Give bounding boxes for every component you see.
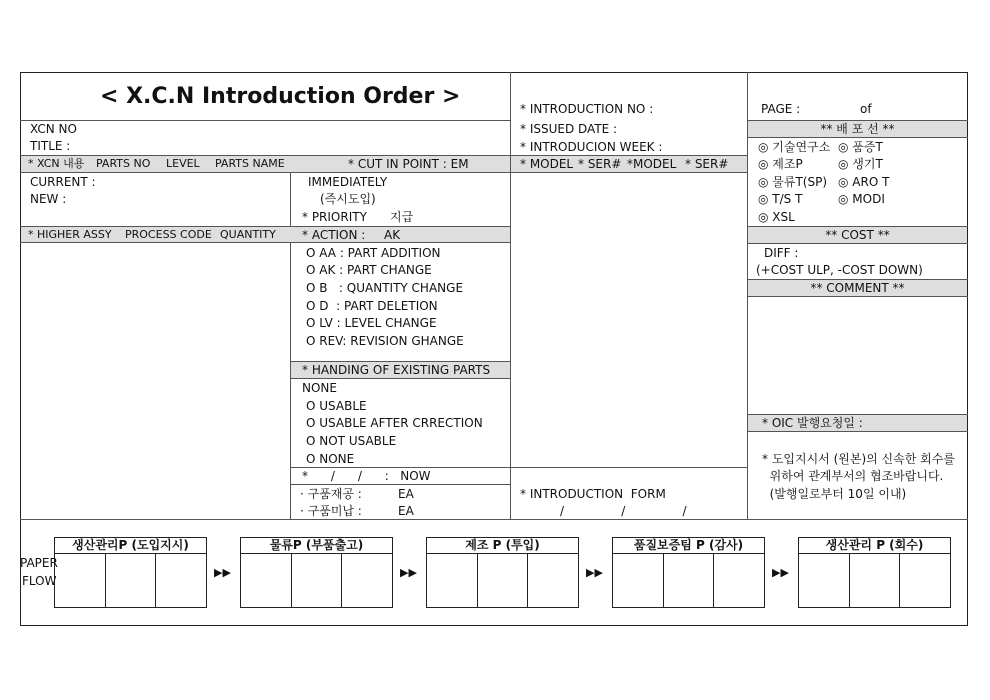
immediately-label: IMMEDIATELY: [308, 175, 388, 189]
cost-header: ** COST **: [825, 228, 890, 242]
notice-line-2: 위하여 관계부서의 협조바랍니다.: [762, 469, 944, 483]
comment-header: ** COMMENT **: [810, 281, 905, 295]
dist-item-2a: ◎ 제조P: [758, 157, 803, 171]
dist-item-2b: ◎ 생기T: [838, 157, 883, 171]
dist-item-3b: ◎ ARO T: [838, 175, 890, 189]
action-label: * ACTION :: [302, 228, 366, 242]
page-of-label: of: [860, 102, 872, 116]
handing-value: NONE: [302, 381, 337, 395]
priority-label: * PRIORITY: [302, 210, 367, 224]
parts-name-header: PARTS NAME: [215, 157, 285, 170]
action-option-ak: O AK : PART CHANGE: [306, 263, 432, 277]
dist-item-4b: ◎ MODI: [838, 192, 885, 206]
current-label: CURRENT :: [30, 175, 96, 189]
action-option-rev: O REV: REVISION GHANGE: [306, 334, 464, 348]
introduction-week-label: * INTRODUCION WEEK :: [520, 140, 663, 154]
flow-step-5-title: 생산관리 P (회수): [798, 537, 951, 554]
oic-request-label: * OIC 발행요청일 :: [762, 416, 863, 430]
flow-step-3-title: 제조 P (투입): [426, 537, 579, 554]
handing-option-usable-after: O USABLE AFTER CRRECTION: [306, 416, 483, 430]
cost-note: (+COST ULP, -COST DOWN): [756, 263, 923, 277]
xcn-no-label: XCN NO: [30, 122, 77, 136]
ser-header-2: * SER#: [685, 157, 729, 171]
page-label: PAGE :: [761, 102, 801, 116]
quantity-header: QUANTITY: [220, 228, 276, 241]
new-label: NEW :: [30, 192, 67, 206]
ser-header-1: * SER#: [578, 157, 622, 171]
process-code-header: PROCESS CODE: [125, 228, 212, 241]
model-header-2: *MODEL: [627, 157, 677, 171]
flow-arrow-1: ▶▶: [214, 566, 231, 579]
dist-item-3a: ◎ 물류T(SP): [758, 175, 828, 189]
dist-item-1b: ◎ 품증T: [838, 140, 883, 154]
action-option-aa: O AA : PART ADDITION: [306, 246, 441, 260]
issued-date-label: * ISSUED DATE :: [520, 122, 618, 136]
parts-no-header: PARTS NO: [96, 157, 151, 170]
supply-undelivered-label: · 구품미납 :: [300, 504, 362, 518]
flow-arrow-4: ▶▶: [772, 566, 789, 579]
immediately-korean: (즉시도입): [320, 192, 376, 206]
flow-arrow-3: ▶▶: [586, 566, 603, 579]
dist-item-4a: ◎ T/S T: [758, 192, 803, 206]
dist-item-1a: ◎ 기술연구소: [758, 140, 831, 154]
flow-step-2-title: 물류P (부품출고): [240, 537, 393, 554]
action-option-d: O D : PART DELETION: [306, 299, 438, 313]
action-option-lv: O LV : LEVEL CHANGE: [306, 316, 437, 330]
handing-header: * HANDING OF EXISTING PARTS: [302, 363, 491, 377]
model-header-1: * MODEL: [520, 157, 574, 171]
xcn-content-header: * XCN 내용: [28, 157, 85, 170]
dist-item-5a: ◎ XSL: [758, 210, 795, 224]
title-label: TITLE :: [30, 139, 71, 153]
cut-in-point-header: * CUT IN POINT : EM: [348, 157, 469, 171]
form-title: < X.C.N Introduction Order >: [100, 84, 461, 109]
introduction-form-date: / / /: [560, 504, 687, 518]
action-value: AK: [384, 228, 401, 242]
handing-option-none: O NONE: [306, 452, 355, 466]
handing-option-usable: O USABLE: [306, 399, 367, 413]
priority-value: 지급: [390, 210, 414, 224]
flow-step-1-title: 생산관리P (도입지시): [54, 537, 207, 554]
introduction-form-label: * INTRODUCTION FORM: [520, 487, 666, 501]
paper-flow-label-2: FLOW: [22, 574, 57, 588]
supply-wip-unit: EA: [398, 487, 414, 501]
introduction-no-label: * INTRODUCTION NO :: [520, 102, 654, 116]
notice-line-3: (발행일로부터 10일 이내): [762, 487, 907, 501]
flow-step-4-title: 품질보증팀 P (감사): [612, 537, 765, 554]
date-now-field: * / / : NOW: [302, 469, 431, 483]
higher-assy-header: * HIGHER ASSY: [28, 228, 112, 241]
diff-label: DIFF :: [764, 246, 799, 260]
level-header: LEVEL: [166, 157, 200, 170]
distribution-header: ** 배 포 선 **: [820, 122, 895, 136]
paper-flow-label-1: PAPER: [20, 556, 58, 570]
supply-wip-label: · 구품재공 :: [300, 487, 362, 501]
action-option-b: O B : QUANTITY CHANGE: [306, 281, 464, 295]
notice-line-1: * 도입지시서 (원본)의 신속한 회수를: [762, 452, 955, 466]
flow-arrow-2: ▶▶: [400, 566, 417, 579]
supply-undelivered-unit: EA: [398, 504, 414, 518]
handing-option-not-usable: O NOT USABLE: [306, 434, 397, 448]
